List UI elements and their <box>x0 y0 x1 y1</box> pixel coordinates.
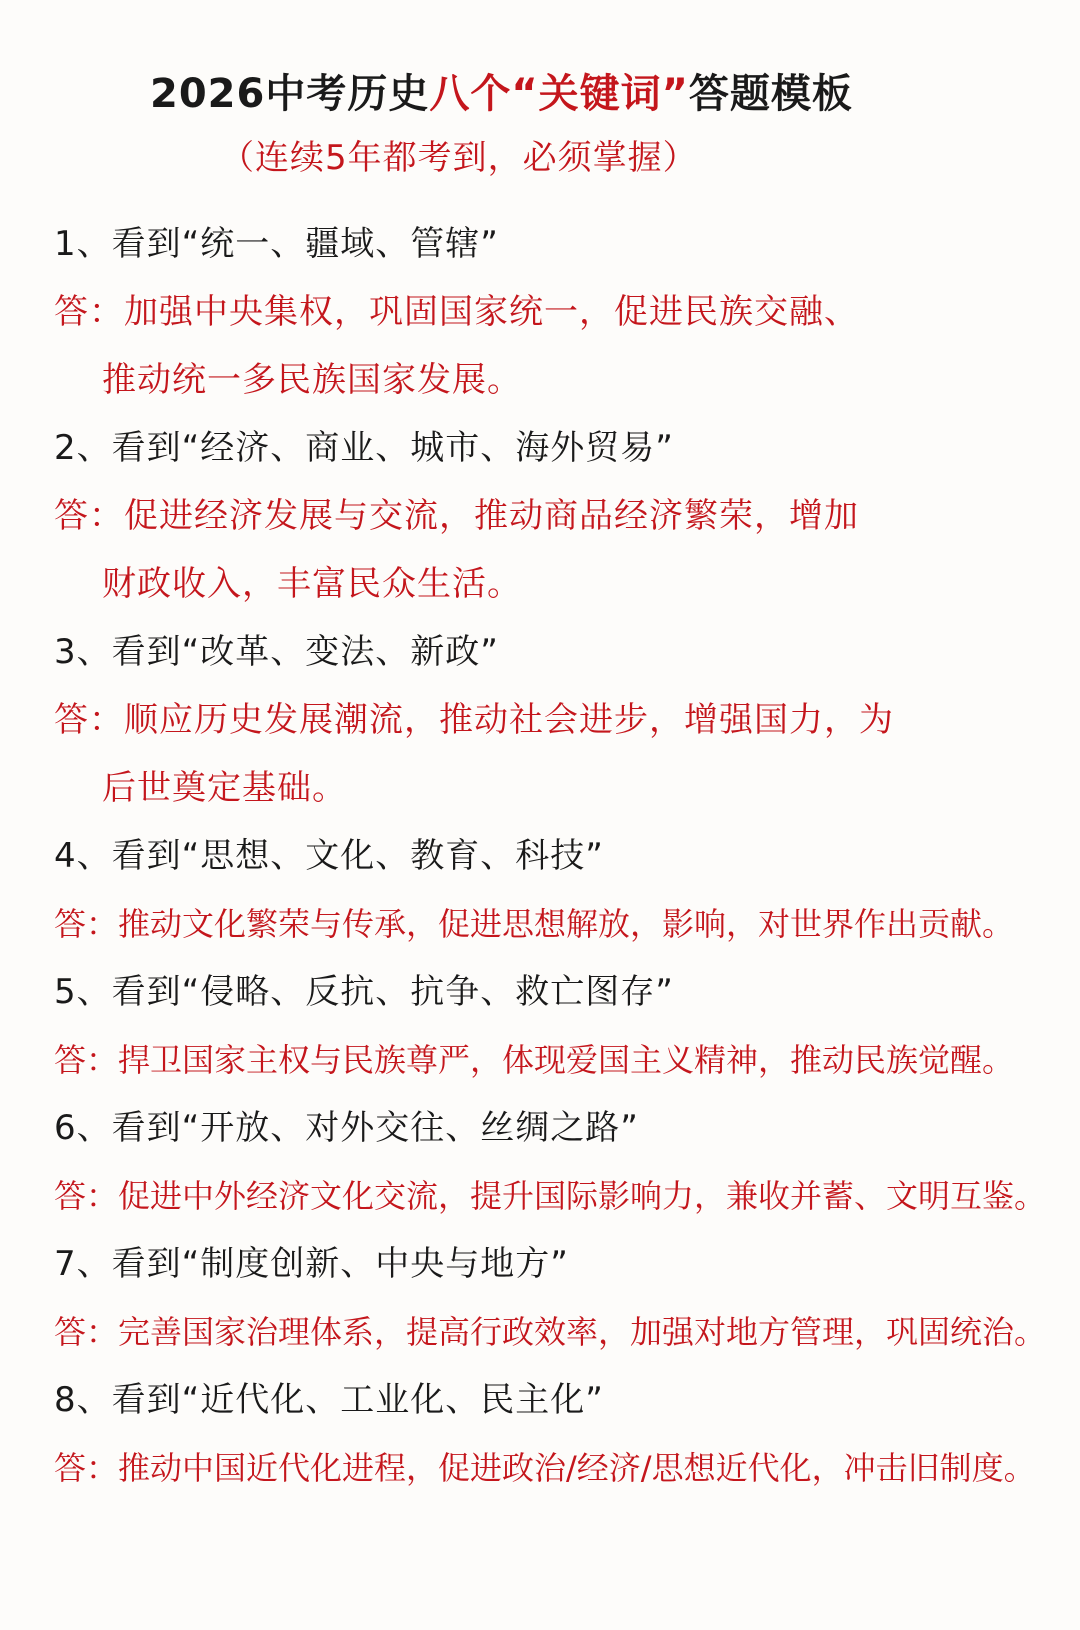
answer-line: 答：促进经济发展与交流，推动商品经济繁荣，增加 <box>54 496 859 536</box>
answer-line: 答：推动文化繁荣与传承，促进思想解放，影响，对世界作出贡献。 <box>54 905 1015 943</box>
keyword-item <box>54 1094 1054 1230</box>
answer-text <box>54 686 1054 822</box>
keyword-line: 4、看到“思想、文化、教育、科技” <box>54 836 604 876</box>
keyword-line: 1、看到“统一、疆域、管辖” <box>54 224 499 264</box>
answer-text <box>54 1162 1054 1230</box>
keyword-item <box>54 958 1054 1094</box>
answer-line: 答：促进中外经济文化交流，提升国际影响力，兼收并蓄、文明互鉴。 <box>54 1177 1047 1215</box>
answer-line-continued: 财政收入，丰富民众生活。 <box>102 564 522 604</box>
answer-text <box>54 1026 1054 1094</box>
answer-text <box>54 890 1054 958</box>
keyword-line: 2、看到“经济、商业、城市、海外贸易” <box>54 428 674 468</box>
keyword-line: 6、看到“开放、对外交往、丝绸之路” <box>54 1108 639 1148</box>
answer-text <box>54 1298 1054 1366</box>
title-suffix: 答题模板 <box>688 71 853 117</box>
title-highlight: 八个“关键词” <box>429 71 689 117</box>
answer-text <box>54 278 1054 414</box>
keyword-item <box>54 1230 1054 1366</box>
answer-line: 答：捍卫国家主权与民族尊严，体现爱国主义精神，推动民族觉醒。 <box>54 1041 1015 1079</box>
keyword-line: 3、看到“改革、变法、新政” <box>54 632 499 672</box>
answer-text <box>54 1434 1054 1502</box>
title-prefix: 2026中考历史 <box>150 71 430 117</box>
keyword-line: 5、看到“侵略、反抗、抗争、救亡图存” <box>54 972 674 1012</box>
keyword-item <box>54 822 1054 958</box>
answer-line-continued: 推动统一多民族国家发展。 <box>102 360 522 400</box>
answer-line-continued: 后世奠定基础。 <box>102 768 347 808</box>
keyword-item <box>54 414 1054 618</box>
answer-line: 答：加强中央集权，巩固国家统一，促进民族交融、 <box>54 292 859 332</box>
keyword-item <box>54 210 1054 414</box>
answer-line: 答：推动中国近代化进程，促进政治/经济/思想近代化，冲击旧制度。 <box>54 1449 1036 1487</box>
keyword-item <box>54 1366 1054 1502</box>
page-title <box>150 62 853 119</box>
keyword-line: 8、看到“近代化、工业化、民主化” <box>54 1380 604 1420</box>
answer-line: 答：完善国家治理体系，提高行政效率，加强对地方管理，巩固统治。 <box>54 1313 1047 1351</box>
answer-line: 答：顺应历史发展潮流，推动社会进步，增强国力，为 <box>54 700 894 740</box>
answer-text <box>54 482 1054 618</box>
keyword-line: 7、看到“制度创新、中央与地方” <box>54 1244 569 1284</box>
keyword-item <box>54 618 1054 822</box>
keyword-list <box>54 210 1054 1502</box>
page-subtitle: （连续5年都考到，必须掌握） <box>220 138 698 178</box>
